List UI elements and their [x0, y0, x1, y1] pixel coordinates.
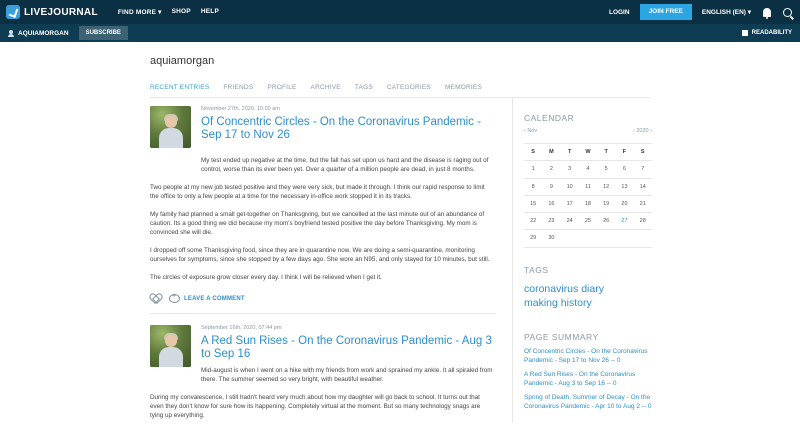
tab-friends[interactable]: FRIENDS	[223, 84, 254, 91]
author-avatar[interactable]	[150, 325, 191, 367]
calendar-next[interactable]: ‹ 2020 ›	[633, 128, 652, 134]
nav-find-more[interactable]: FIND MORE ▾	[117, 9, 162, 16]
calendar-day	[561, 230, 579, 246]
calendar-day: 21	[639, 200, 646, 207]
calendar-day: 14	[639, 183, 646, 190]
journal-username-link[interactable]: AQUIAMORGAN	[18, 29, 69, 37]
entry-date: September 16th, 2020, 07:44 pm	[201, 325, 282, 331]
user-icon	[8, 30, 14, 37]
join-free-button[interactable]: JOIN FREE	[640, 4, 692, 20]
calendar-day-header: S	[640, 149, 645, 155]
tag-link[interactable]: coronavirus diary	[524, 283, 604, 295]
search-icon[interactable]	[783, 8, 792, 17]
calendar-day	[597, 230, 615, 246]
add-comment-icon[interactable]	[169, 294, 180, 303]
entry-actions	[150, 294, 245, 303]
entry-paragraph: The circles of exposure grow closer every day. I think I will be relieved when I get it.	[150, 274, 382, 281]
nav-divider	[150, 97, 650, 98]
calendar-day: 5	[604, 166, 608, 173]
top-right-actions	[609, 0, 794, 24]
entry-body	[150, 156, 495, 291]
livejournal-logo-icon	[6, 5, 20, 19]
entry-paragraph: Mid-august is when I went on a hike with my friends from work and sprained my ankle. It all spiraled from there. The summer seemed so very bright, with beautiful weather.	[201, 367, 493, 383]
entry-paragraph: My test ended up negative at the time, but the fall has set upon us hard and the disease is raging out of control, worse than its ever been yet. Over a quarter of a million people are dead, in just 8 months.	[201, 157, 489, 173]
livejournal-logo[interactable]	[6, 5, 98, 19]
calendar-day: 1	[531, 166, 535, 173]
logo-text: LIVEJOURNAL	[24, 6, 98, 18]
calendar-day: 19	[603, 200, 610, 207]
journal-title: aquiamorgan	[150, 55, 215, 67]
calendar-day: 9	[549, 183, 553, 190]
calendar-day: 22	[530, 218, 537, 225]
calendar-day-header: S	[531, 149, 535, 155]
calendar-day: 2	[549, 166, 553, 173]
calendar-week-row	[524, 230, 652, 247]
calendar-day: 12	[603, 183, 610, 190]
calendar-day: 29	[530, 235, 537, 242]
calendar-header-row	[524, 144, 652, 161]
bell-icon[interactable]	[763, 8, 771, 17]
calendar-day: 18	[584, 200, 591, 207]
calendar-week-row	[524, 213, 652, 230]
calendar-day: 15	[530, 200, 537, 207]
readability-checkbox[interactable]	[742, 30, 748, 36]
calendar-week-row	[524, 196, 652, 213]
calendar-day: 23	[548, 218, 555, 225]
calendar-day: 30	[548, 235, 555, 242]
tab-recent-entries[interactable]: RECENT ENTRIES	[150, 84, 210, 91]
calendar-day: 20	[621, 200, 628, 207]
calendar-day-header: T	[567, 149, 572, 155]
subscribe-button[interactable]: SUBSCRIBE	[79, 26, 128, 40]
heart-icon[interactable]	[150, 294, 160, 303]
entry-paragraph: I dropped off some Thanksgiving food, since they are in quarantine now. We are doing a semi-quarantine, monitoring ourselves for symptoms, since she stopped by a few days ago. She wore an N95, and only stayed for 10 minutes, but still.	[150, 247, 490, 263]
entry-date: November 27th, 2020, 10:00 am	[201, 106, 280, 112]
calendar-grid	[524, 143, 652, 248]
calendar-prev-label: Nov	[527, 128, 538, 134]
tab-categories[interactable]: CATEGORIES	[386, 84, 431, 91]
calendar-day: 13	[621, 183, 628, 190]
tab-tags[interactable]: TAGS	[354, 84, 373, 91]
summary-link[interactable]: Of Concentric Circles - On the Coronavirus Pandemic - Sep 17 to Nov 26 -- 0	[524, 348, 648, 364]
entry-title[interactable]: A Red Sun Rises - On the Coronavirus Pandemic - Aug 3 to Sep 16	[201, 335, 492, 360]
tag-list	[524, 282, 604, 310]
entry-body	[150, 366, 495, 429]
nav-shop[interactable]: SHOP	[171, 8, 191, 15]
tab-profile[interactable]: PROFILE	[267, 84, 297, 91]
calendar-day: 26	[603, 218, 610, 225]
calendar-day-header: F	[622, 149, 627, 155]
tag-link[interactable]: making history	[524, 297, 592, 309]
entry-paragraph: My family had planned a small get-together on Thanksgiving, but we cancelled at the last minute out of an abundance of caution. Its a good thing we did because my mom's boyfriend tested positive the day before Thanksgiving. My mom is convinced she will die.	[150, 211, 485, 236]
readability-toggle[interactable]	[742, 24, 792, 42]
calendar-day: 25	[584, 218, 591, 225]
summary-link[interactable]: A Red Sun Rises - On the Coronavirus Pandemic - Aug 3 to Sep 16 -- 0	[524, 371, 636, 387]
calendar-day-header: M	[549, 149, 554, 155]
entry-title[interactable]: Of Concentric Circles - On the Coronavirus Pandemic - Sep 17 to Nov 26	[201, 116, 481, 141]
calendar-day: 7	[641, 166, 645, 173]
calendar-week-row	[524, 161, 652, 178]
journal-entry	[150, 325, 495, 423]
calendar-prev[interactable]: ‹ Nov	[524, 128, 538, 134]
top-navigation-bar	[0, 0, 800, 24]
calendar-day: 28	[639, 218, 646, 225]
calendar-day: 10	[566, 183, 573, 190]
author-avatar[interactable]	[150, 106, 191, 148]
entry-paragraph: During my convalescence, I still hadn't heard very much about how my daughter will go back to school. It turns out that even they don't know for sure how its happening. Completely virtual at the moment. But so many technology snags are tying up everything.	[150, 394, 481, 419]
tab-archive[interactable]: ARCHIVE	[310, 84, 341, 91]
calendar-day-header: T	[604, 149, 608, 155]
entry-paragraph: Two people at my new job tested positive and they were very sick, but made it through. I think our rapid response to limit the office to only a few people at a time for the necessary in-office work stopped it in its tracks.	[150, 184, 485, 200]
calendar-day: 4	[586, 166, 590, 173]
calendar-day: 16	[548, 200, 555, 207]
readability-label: READABILITY	[751, 30, 792, 36]
calendar-week-row	[524, 179, 652, 196]
calendar-heading: CALENDAR	[524, 113, 575, 123]
journal-subbar	[0, 24, 800, 42]
leave-comment-link[interactable]: LEAVE A COMMENT	[184, 295, 245, 302]
calendar-day	[579, 230, 597, 246]
calendar-next-label: 2020	[636, 128, 649, 134]
top-nav	[118, 8, 229, 16]
calendar-day	[634, 230, 652, 246]
calendar-day: 8	[531, 183, 535, 190]
sidebar-divider	[512, 98, 513, 423]
nav-help[interactable]: HELP	[200, 8, 219, 15]
tab-memories[interactable]: MEMORIES	[445, 84, 482, 91]
calendar-day: 3	[568, 166, 572, 173]
calendar-day: 6	[622, 166, 626, 173]
page-summary-list	[524, 348, 664, 417]
entry-divider	[150, 313, 495, 314]
calendar-day: 17	[566, 200, 573, 207]
calendar-navigation	[524, 128, 652, 136]
language-selector[interactable]: ENGLISH (EN) ▾	[701, 9, 751, 16]
tags-heading: TAGS	[524, 265, 549, 275]
calendar-day-with-entry[interactable]: 27	[621, 218, 628, 225]
calendar-day: 24	[566, 218, 573, 225]
calendar-day	[615, 230, 633, 246]
journal-entry	[150, 106, 495, 306]
calendar-day-header: W	[585, 149, 591, 155]
summary-link[interactable]: Spring of Death, Summer of Decay - On the Coronavirus Pandemic - Apr 10 to Aug 2 -- 0	[524, 394, 652, 410]
journal-nav	[150, 84, 496, 91]
page-summary-heading: PAGE SUMMARY	[524, 332, 599, 342]
login-link[interactable]: LOGIN	[608, 8, 630, 16]
calendar-day: 11	[585, 183, 591, 190]
